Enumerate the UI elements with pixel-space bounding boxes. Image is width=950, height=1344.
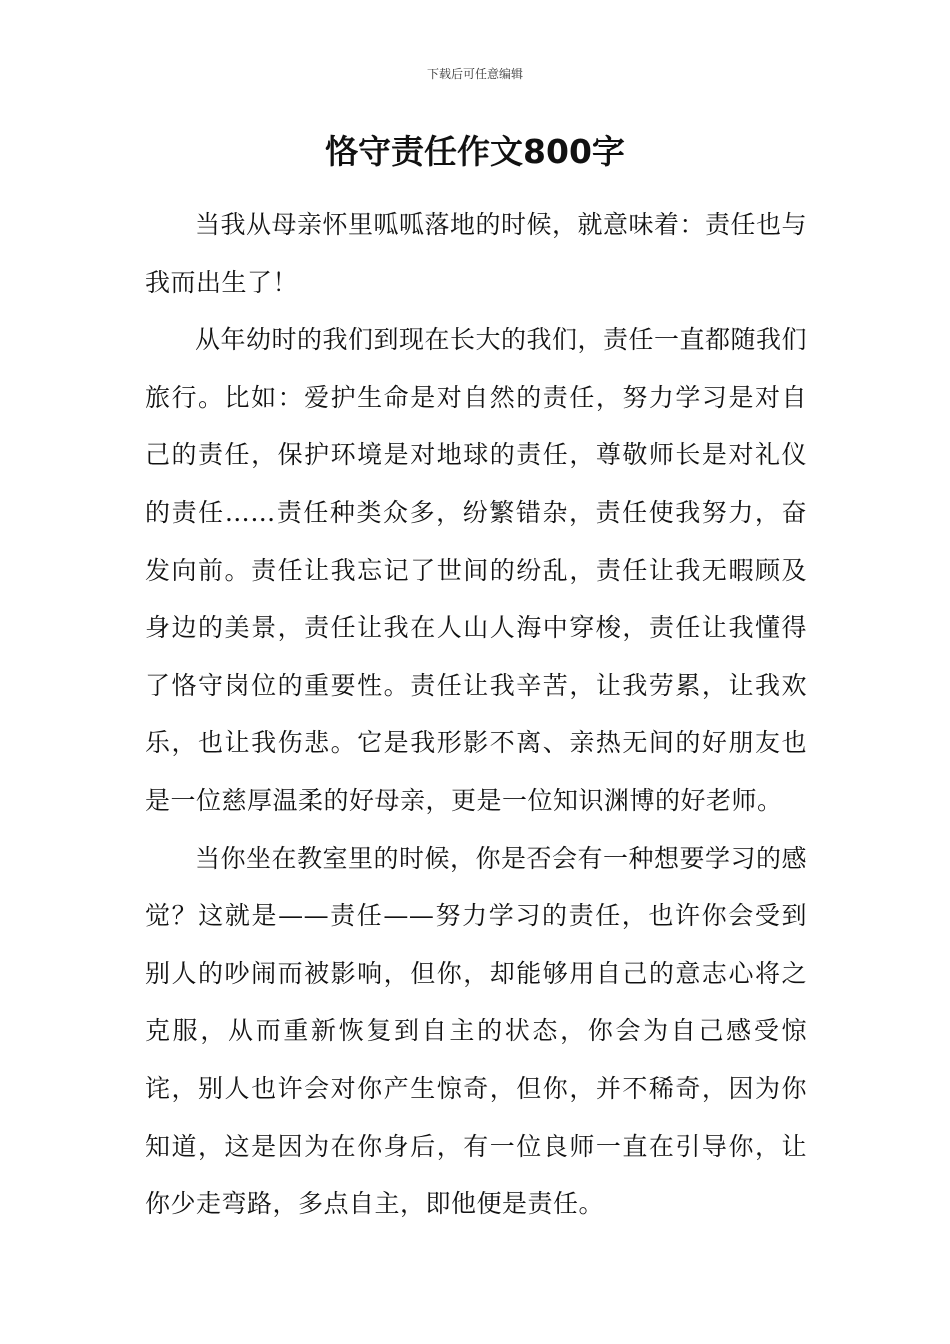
essay-body	[145, 196, 807, 1233]
document-title: 恪守责任作文800字	[325, 132, 625, 171]
paragraph: 当我从母亲怀里呱呱落地的时候，就意味着：责任也与我而出生了！	[145, 210, 808, 297]
paragraph: 当你坐在教室里的时候，你是否会有一种想要学习的感觉？这就是——责任——努力学习的责任，也许你会受到别人的吵闹而被影响，但你，却能够用自己的意志心将之克服，从而重新恢复到自主的状态，你会为自己感受惊诧，别人也许会对你产生惊奇，但你，并不稀奇，因为你知道，这是因为在你身后，有一位良师一直在引导你，让你少走弯路，多点自主，即他便是责任。	[145, 843, 808, 1219]
header-note: 下载后可任意编辑	[426, 67, 523, 81]
paragraph: 从年幼时的我们到现在长大的我们，责任一直都随我们旅行。比如：爱护生命是对自然的责任，努力学习是对自己的责任，保护环境是对地球的责任，尊敬师长是对礼仪的责任……责任种类众多，纷繁错杂，责任使我努力，奋发向前。责任让我忘记了世间的纷乱，责任让我无暇顾及身边的美景，责任让我在人山人海中穿梭，责任让我懂得了恪守岗位的重要性。责任让我辛苦，让我劳累，让我欢乐，也让我伤悲。它是我形影不离、亲热无间的好朋友也是一位慈厚温柔的好母亲，更是一位知识渊博的好老师。	[145, 325, 808, 815]
